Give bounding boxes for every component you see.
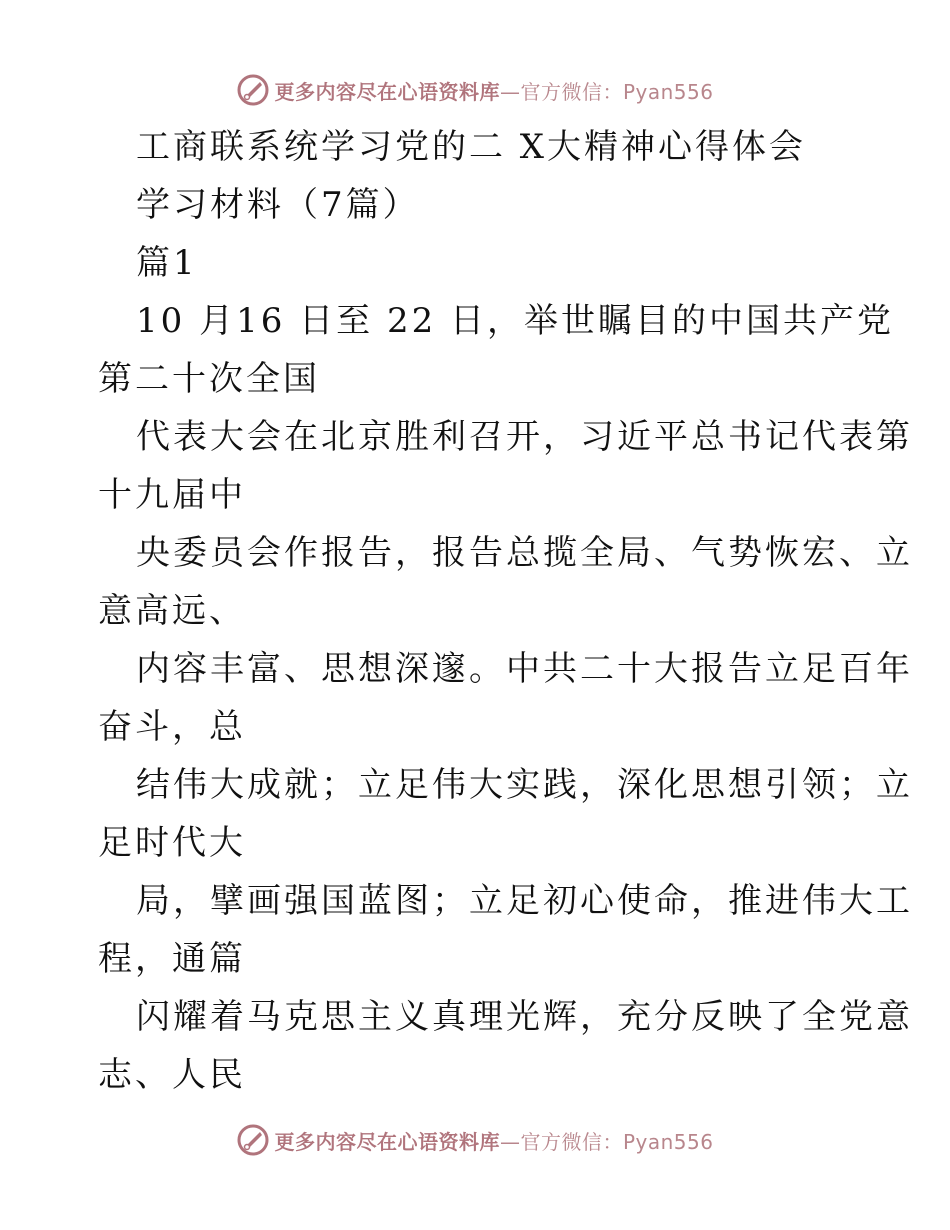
document-title: 工商联系统学习党的二 X大精神心得体会 [136,127,807,167]
quill-pen-logo-icon [236,73,270,107]
watermark-site-text: 更多内容尽在心语资料库 [274,1129,500,1154]
paragraph-line: 十九届中 [98,475,246,515]
watermark-wechat-text: —官方微信：Pyan556 [499,79,714,104]
watermark-wechat-text: —官方微信：Pyan556 [499,1129,714,1154]
paragraph-line: 奋斗，总 [98,707,246,747]
paragraph-line: 代表大会在北京胜利召开，习近平总书记代表第 [136,417,913,457]
paragraph-line: 第二十次全国 [98,359,320,399]
document-subtitle: 学习材料（7篇） [136,185,420,225]
paragraph-line: 意高远、 [98,591,246,631]
paragraph-line: 足时代大 [98,823,246,863]
paragraph-line: 10 月16 日至 22 日，举世瞩目的中国共产党 [136,301,895,341]
header-watermark [0,70,950,110]
paragraph-line: 志、人民 [98,1055,246,1095]
paragraph-line: 结伟大成就；立足伟大实践，深化思想引领；立 [136,765,913,805]
quill-pen-logo-icon [236,1123,270,1157]
footer-watermark [0,1120,950,1160]
watermark-site-text: 更多内容尽在心语资料库 [274,79,500,104]
paragraph-line: 央委员会作报告，报告总揽全局、气势恢宏、立 [136,533,913,573]
section-heading: 篇1 [136,243,198,283]
paragraph-line: 闪耀着马克思主义真理光辉，充分反映了全党意 [136,997,913,1037]
document-body [98,118,913,1104]
paragraph-line: 内容丰富、思想深邃。中共二十大报告立足百年 [136,649,913,689]
paragraph-line: 程，通篇 [98,939,246,979]
paragraph-line: 局，擘画强国蓝图；立足初心使命，推进伟大工 [136,881,913,921]
